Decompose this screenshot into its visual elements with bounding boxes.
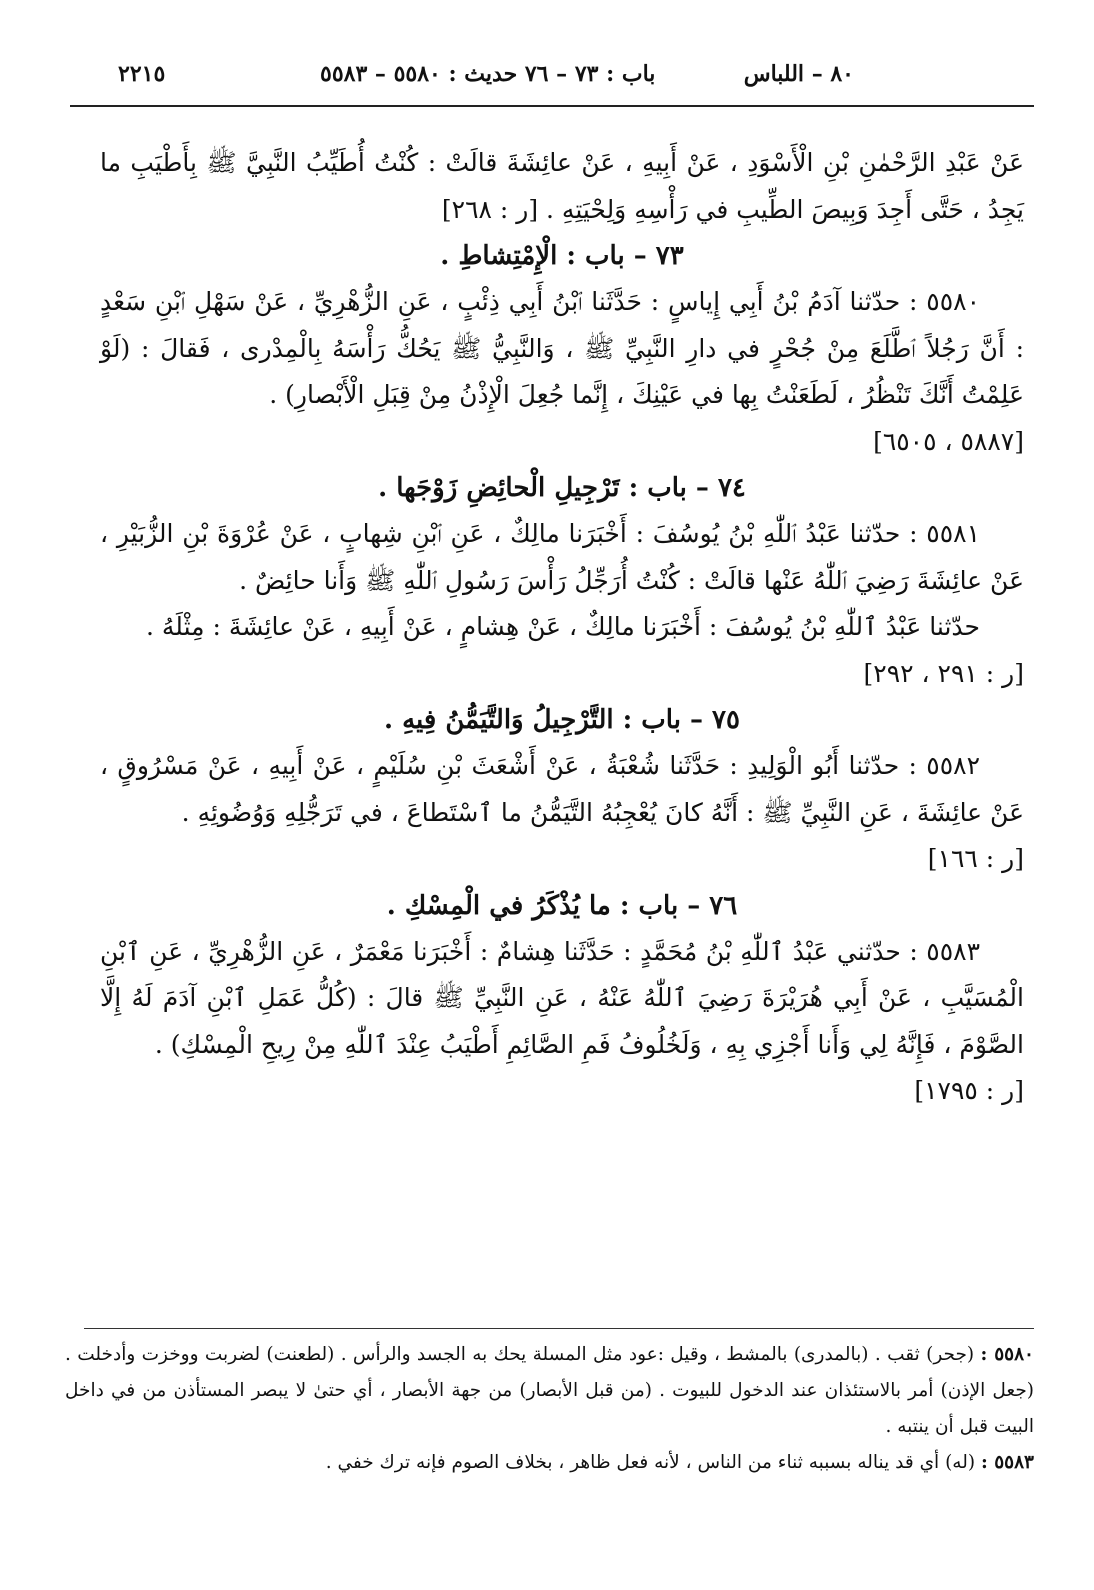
running-header bbox=[70, 55, 1034, 107]
footnote-text: (له) أي قد يناله بسببه ثناء من الناس ، لأنه فعل ظاهر ، بخلاف الصوم فإنه ترك خفي . bbox=[325, 1452, 976, 1473]
hadith-5581: ٥٥٨١ : حدّثنا عَبْدُ ٱللّٰهِ بْنُ يُوسُفَ : أَخْبَرَنا مالِكٌ ، عَنِ ٱبْنِ شِهابٍ ، عَنْ عُرْوَةَ بْنِ الزُّبَيْرِ ، عَنْ عائِشَةَ رَضِيَ ٱللّٰهُ عَنْها قالَتْ : كُنْتُ أُرَجِّلُ رَأْسَ رَسُولِ ٱللّٰهِ ﷺ وَأَنا حائِضٌ . bbox=[100, 519, 1024, 595]
hadith-5583: ٥٥٨٣ : حدّثني عَبْدُ ٱللّٰهِ بْنُ مُحَمَّدٍ : حَدَّثَنا هِشامٌ : أَخْبَرَنا مَعْمَرٌ ، عَنِ الزُّهْرِيِّ ، عَنِ ٱبْنِ الْمُسَيَّبِ ، عَنْ أَبِي هُرَيْرَةَ رَضِيَ ٱللّٰهُ عَنْهُ ، عَنِ النَّبِيِّ ﷺ قالَ : (كُلُّ عَمَلِ ٱبْنِ آدَمَ لَهُ إِلَّا الصَّوْمَ ، فَإِنَّهُ لِي وَأَنا أَجْزِي بِهِ ، وَلَخُلُوفُ فَمِ الصَّائِمِ أَطْيَبُ عِنْدَ ٱللّٰهِ مِنْ رِيحِ الْمِسْكِ) . bbox=[100, 936, 1024, 1059]
cross-reference-5581: [ر : ٢٩١ ، ٢٩٢] bbox=[863, 658, 1024, 688]
footnote-divider bbox=[84, 1328, 1034, 1329]
page-number: ٢٢١٥ bbox=[118, 61, 166, 87]
hadith-5581-alt-chain: حدّثنا عَبْدُ ٱللّٰهِ بْنُ يُوسُفَ : أَخْبَرَنا مالِكٌ ، عَنْ هِشامٍ ، عَنْ أَبِيهِ ، عَنْ عائِشَةَ : مِثْلَهُ . bbox=[146, 612, 980, 641]
cross-reference-5583: [ر : ١٧٩٥] bbox=[914, 1076, 1024, 1105]
footnote-number: ٥٥٨٠ : bbox=[980, 1344, 1034, 1365]
chapter-heading-76: ٧٦ – باب : ما يُذْكَرُ في الْمِسْكِ . bbox=[386, 890, 738, 921]
chapter-hadith-range: باب : ٧٣ – ٧٦ حديث : ٥٥٨٠ – ٥٥٨٣ bbox=[320, 61, 656, 87]
hadith-5580: ٥٥٨٠ : حدّثنا آدَمُ بْنُ أَبِي إِياسٍ : حَدَّثَنا ٱبْنُ أَبِي ذِئْبٍ ، عَنِ الزُّهْرِيِّ ، عَنْ سَهْلِ ٱبْنِ سَعْدٍ : أَنَّ رَجُلاً ٱطَّلَعَ مِنْ جُحْرٍ في دارِ النَّبِيِّ ﷺ ، وَالنَّبِيُّ ﷺ يَحُكُّ رَأْسَهُ بِالْمِدْرى ، فَقالَ : (لَوْ عَلِمْتُ أَنَّكَ تَنْظُرُ ، لَطَعَنْتُ بِها في عَيْنِكَ ، إِنَّما جُعِلَ الْإِذْنُ مِنْ قِبَلِ الْأَبْصارِ) . bbox=[100, 287, 1024, 409]
hadith-5582: ٥٥٨٢ : حدّثنا أَبُو الْوَلِيدِ : حَدَّثَنا شُعْبَةُ ، عَنْ أَشْعَثَ بْنِ سُلَيْمٍ ، عَنْ أَبِيهِ ، عَنْ مَسْرُوقٍ ، عَنْ عائِشَةَ ، عَنِ النَّبِيِّ ﷺ : أَنَّهُ كانَ يُعْجِبُهُ التَّيَمُّنُ ما ٱسْتَطاعَ ، في تَرَجُّلِهِ وَوُضُوئِهِ . bbox=[100, 751, 1024, 827]
chapter-heading-75: ٧٥ – باب : التَّرْجِيلُ وَالتَّيَمُّنُ فِيهِ . bbox=[384, 705, 740, 735]
footnote-text: (جحر) ثقب . (بالمدرى) بالمشط ، وقيل :عود مثل المسلة يحك به الجسد والرأس . (لطعنت) لضربت ووخزت وأدخلت . (جعل الإذن) أمر بالاستئذان عند الدخول للبيوت . (من قبل الأبصار) من جهة الأبصار ، أي حتىٰ لا يبصر المستأذن من في داخل البيت قبل أن ينتبه . bbox=[65, 1344, 1034, 1437]
hadith-continuation: عَنْ عَبْدِ الرَّحْمٰنِ بْنِ الْأَسْوَدِ ، عَنْ أَبِيهِ ، عَنْ عائِشَةَ قالَتْ : كُنْتُ أُطَيِّبُ النَّبِيَّ ﷺ بِأَطْيَبِ ما يَجِدُ ، حَتَّى أَجِدَ وَبِيصَ الطِّيبِ في رَأْسِهِ وَلِحْيَتِهِ . [ر : ٢٦٨] bbox=[100, 148, 1024, 224]
cross-reference-5582: [ر : ١٦٦] bbox=[927, 844, 1024, 873]
book-title: ٨٠ – اللباس bbox=[743, 61, 854, 87]
cross-reference-5580: [٥٨٨٧ ، ٦٥٠٥] bbox=[873, 426, 1024, 456]
footnote-number: ٥٥٨٣ : bbox=[980, 1452, 1034, 1473]
chapter-heading-74: ٧٤ – باب : تَرْجِيلِ الْحائِضِ زَوْجَها . bbox=[378, 473, 746, 503]
chapter-heading-73: ٧٣ – باب : الْإِمْتِشاطِ . bbox=[440, 241, 684, 271]
main-text bbox=[100, 140, 1024, 1115]
footnote-5583 bbox=[65, 1445, 1034, 1481]
footnote-5580 bbox=[65, 1337, 1034, 1445]
footnotes bbox=[65, 1328, 1034, 1481]
